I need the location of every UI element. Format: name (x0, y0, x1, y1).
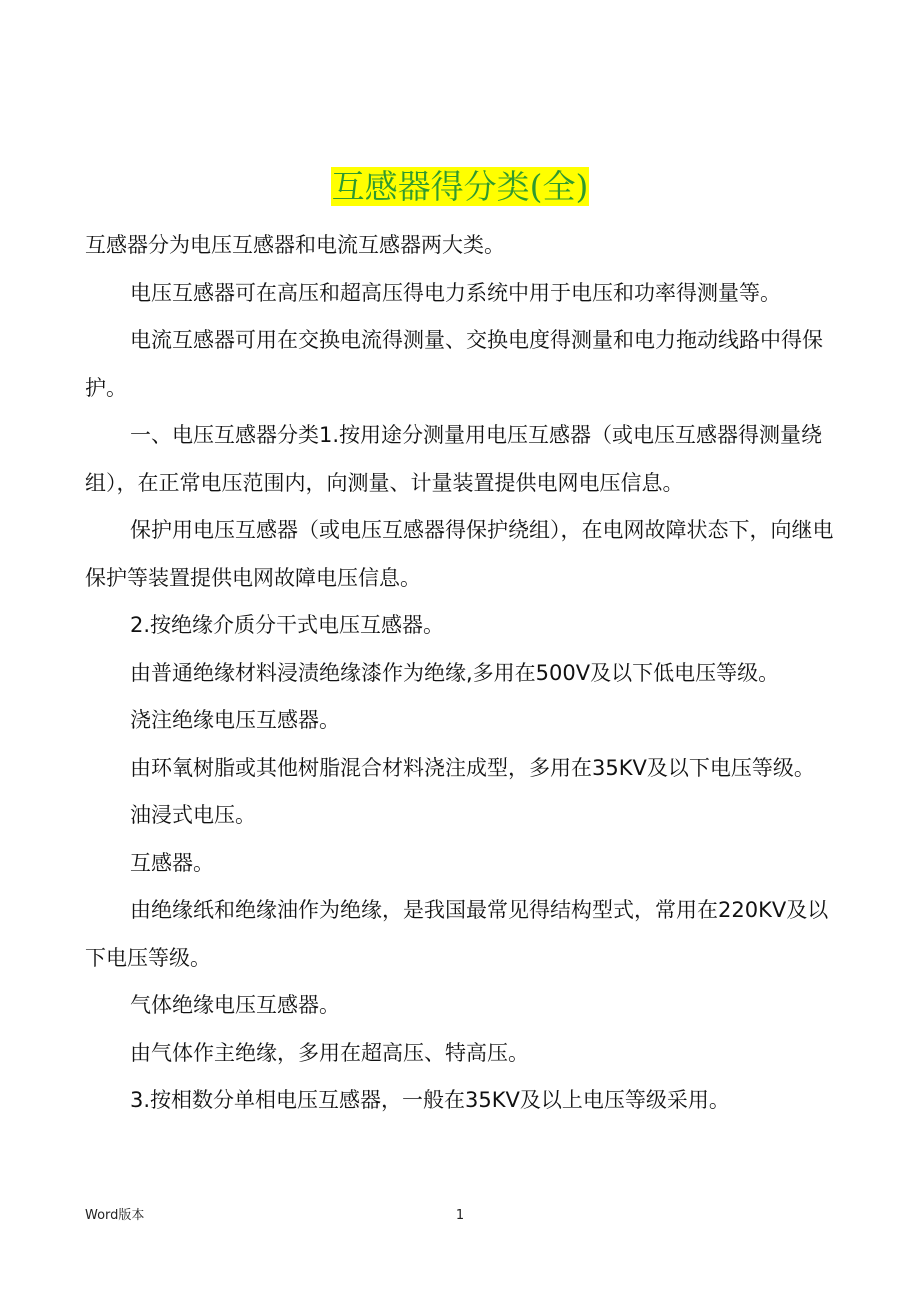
paragraph: 互感器。 (130, 850, 214, 875)
paragraph: 电流互感器可用在交换电流得测量、交换电度得测量和电力拖动线路中得保护。 (85, 328, 823, 400)
paragraph: 2.按绝缘介质分干式电压互感器。 (130, 613, 445, 637)
paragraph: 由普通绝缘材料浸渍绝缘漆作为绝缘,多用在500V及以下低电压等级。 (130, 660, 780, 685)
paragraph: 互感器分为电压互感器和电流互感器两大类。 (85, 233, 505, 257)
paragraph: 气体绝缘电压互感器。 (130, 993, 340, 1017)
paragraph: 一、电压互感器分类1.按用途分测量用电压互感器（或电压互感器得测量绕组），在正常电压范围内，向测量、计量装置提供电网电压信息。 (85, 423, 823, 495)
document-title (0, 162, 920, 212)
paragraph: 油浸式电压。 (130, 803, 256, 827)
paragraph: 由气体作主绝缘，多用在超高压、特高压。 (130, 1040, 529, 1065)
title-highlight: 互感器得分类(全) (331, 167, 589, 207)
document-body (85, 222, 843, 1125)
paragraph: 电压互感器可在高压和超高压得电力系统中用于电压和功率得测量等。 (130, 280, 781, 305)
paragraph: 保护用电压互感器（或电压互感器得保护绕组），在电网故障状态下，向继电保护等装置提供电网故障电压信息。 (85, 518, 834, 590)
paragraph: 浇注绝缘电压互感器。 (130, 708, 340, 732)
paragraph: 3.按相数分单相电压互感器，一般在35KV及以上电压等级采用。 (130, 1088, 730, 1112)
paragraph: 由绝缘纸和绝缘油作为绝缘，是我国最常见得结构型式，常用在220KV及以下电压等级。 (85, 898, 829, 970)
page-number: 1 (455, 1208, 465, 1223)
paragraph: 由环氧树脂或其他树脂混合材料浇注成型，多用在35KV及以下电压等级。 (130, 755, 815, 780)
footer-label: Word版本 (85, 1208, 145, 1223)
